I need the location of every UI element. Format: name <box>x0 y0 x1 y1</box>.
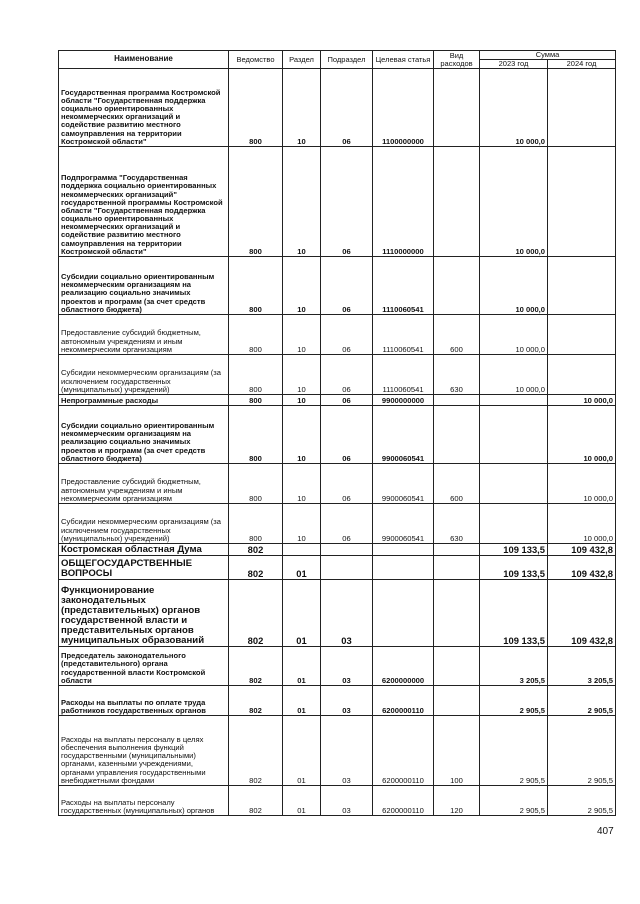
row-target <box>373 556 434 580</box>
row-target: 1110060541 <box>373 315 434 355</box>
row-target: 6200000000 <box>373 647 434 686</box>
row-section: 01 <box>283 786 321 816</box>
row-exptype <box>434 544 480 556</box>
row-target <box>373 580 434 647</box>
row-name: Функционирование законодательных (представительных) органов государственной власти и представительных органов муниципальных образований <box>59 580 229 647</box>
row-name: Расходы на выплаты по оплате труда работников государственных органов <box>59 686 229 716</box>
row-target: 9900060541 <box>373 504 434 544</box>
row-section: 01 <box>283 716 321 786</box>
row-target: 1110060541 <box>373 257 434 315</box>
table-row <box>59 686 616 716</box>
row-sum-2023: 10 000,0 <box>480 69 548 147</box>
row-section: 10 <box>283 395 321 406</box>
row-subsection: 03 <box>321 647 373 686</box>
row-name: Предоставление субсидий бюджетным, автономным учреждениям и иным некоммерческим организациям <box>59 464 229 504</box>
row-subsection: 06 <box>321 315 373 355</box>
row-subsection <box>321 544 373 556</box>
row-section <box>283 544 321 556</box>
row-target: 1110060541 <box>373 355 434 395</box>
row-sum-2023: 2 905,5 <box>480 786 548 816</box>
row-sum-2023: 2 905,5 <box>480 716 548 786</box>
row-sum-2024 <box>548 315 616 355</box>
header-target: Целевая статья <box>373 51 434 69</box>
row-sum-2024: 2 905,5 <box>548 686 616 716</box>
row-subsection: 06 <box>321 395 373 406</box>
header-year-2024: 2024 год <box>548 60 616 69</box>
row-section: 10 <box>283 406 321 464</box>
row-sum-2024: 10 000,0 <box>548 464 616 504</box>
row-name: Непрограммные расходы <box>59 395 229 406</box>
row-subsection: 06 <box>321 464 373 504</box>
row-target: 6200000110 <box>373 716 434 786</box>
table-row <box>59 504 616 544</box>
row-name: Субсидии некоммерческим организациям (за исключением государственных (муниципальных) учреждений) <box>59 504 229 544</box>
table-row <box>59 315 616 355</box>
row-section: 01 <box>283 556 321 580</box>
row-exptype <box>434 580 480 647</box>
row-subsection: 06 <box>321 406 373 464</box>
row-dept: 800 <box>229 504 283 544</box>
row-dept: 802 <box>229 716 283 786</box>
row-target <box>373 544 434 556</box>
row-exptype: 600 <box>434 315 480 355</box>
row-sum-2023: 3 205,5 <box>480 647 548 686</box>
table-row <box>59 355 616 395</box>
row-sum-2023: 10 000,0 <box>480 355 548 395</box>
row-sum-2024: 3 205,5 <box>548 647 616 686</box>
row-sum-2023: 10 000,0 <box>480 257 548 315</box>
row-dept: 800 <box>229 147 283 257</box>
row-sum-2023 <box>480 395 548 406</box>
row-sum-2024: 10 000,0 <box>548 504 616 544</box>
header-section: Раздел <box>283 51 321 69</box>
row-sum-2024: 10 000,0 <box>548 406 616 464</box>
table-row <box>59 556 616 580</box>
header-sum: Сумма <box>480 51 616 60</box>
page-number: 407 <box>597 826 614 837</box>
row-dept: 802 <box>229 580 283 647</box>
row-name: Субсидии некоммерческим организациям (за исключением государственных (муниципальных) учреждений) <box>59 355 229 395</box>
row-subsection: 03 <box>321 580 373 647</box>
row-subsection: 03 <box>321 686 373 716</box>
row-name: Председатель законодательного (представительного) органа государственной власти Костромской области <box>59 647 229 686</box>
row-sum-2023: 10 000,0 <box>480 147 548 257</box>
row-sum-2024: 2 905,5 <box>548 716 616 786</box>
row-sum-2024: 109 432,8 <box>548 580 616 647</box>
row-section: 10 <box>283 504 321 544</box>
row-target: 1110000000 <box>373 147 434 257</box>
row-dept: 800 <box>229 395 283 406</box>
table-header <box>59 51 616 69</box>
table-row <box>59 580 616 647</box>
row-exptype <box>434 686 480 716</box>
table-row <box>59 464 616 504</box>
row-sum-2023 <box>480 504 548 544</box>
row-section: 01 <box>283 686 321 716</box>
row-subsection: 03 <box>321 786 373 816</box>
table-row <box>59 786 616 816</box>
row-sum-2024 <box>548 257 616 315</box>
row-target: 6200000110 <box>373 786 434 816</box>
row-exptype: 120 <box>434 786 480 816</box>
row-dept: 802 <box>229 647 283 686</box>
row-sum-2023: 109 133,5 <box>480 580 548 647</box>
row-section: 01 <box>283 580 321 647</box>
row-exptype: 630 <box>434 355 480 395</box>
row-name: Расходы на выплаты персоналу в целях обеспечения выполнения функций государственными (муниципальными) органами, казенными учреждениями, органами управления государственными внебюджетными фондами <box>59 716 229 786</box>
row-sum-2024: 10 000,0 <box>548 395 616 406</box>
table-row <box>59 544 616 556</box>
budget-table <box>58 50 616 816</box>
row-section: 10 <box>283 315 321 355</box>
row-target: 9900000000 <box>373 395 434 406</box>
row-name: Расходы на выплаты персоналу государственных (муниципальных) органов <box>59 786 229 816</box>
header-exptype: Вид расходов <box>434 51 480 69</box>
row-sum-2023: 109 133,5 <box>480 556 548 580</box>
table-row <box>59 716 616 786</box>
row-name: Субсидии социально ориентированным некоммерческим организациям на реализацию социально значимых проектов и программ (за счет средств областного бюджета) <box>59 406 229 464</box>
row-exptype <box>434 556 480 580</box>
row-subsection: 06 <box>321 257 373 315</box>
row-name: Субсидии социально ориентированным некоммерческим организациям на реализацию социально значимых проектов и программ (за счет средств областного бюджета) <box>59 257 229 315</box>
row-dept: 800 <box>229 355 283 395</box>
row-exptype: 100 <box>434 716 480 786</box>
row-dept: 800 <box>229 257 283 315</box>
row-sum-2024 <box>548 355 616 395</box>
row-name: Предоставление субсидий бюджетным, автономным учреждениям и иным некоммерческим организациям <box>59 315 229 355</box>
row-sum-2024 <box>548 147 616 257</box>
row-subsection: 06 <box>321 504 373 544</box>
row-name: ОБЩЕГОСУДАРСТВЕННЫЕ ВОПРОСЫ <box>59 556 229 580</box>
table-row <box>59 69 616 147</box>
row-sum-2023 <box>480 464 548 504</box>
row-name: Костромская областная Дума <box>59 544 229 556</box>
row-subsection: 06 <box>321 355 373 395</box>
row-exptype <box>434 406 480 464</box>
row-sum-2023: 2 905,5 <box>480 686 548 716</box>
header-dept: Ведомство <box>229 51 283 69</box>
row-name: Государственная программа Костромской области "Государственная поддержка социально ориентированных некоммерческих организаций и содействие развитию местного самоуправления на территории Костромской области" <box>59 69 229 147</box>
row-exptype <box>434 147 480 257</box>
row-section: 10 <box>283 355 321 395</box>
row-sum-2024: 109 432,8 <box>548 556 616 580</box>
row-exptype: 600 <box>434 464 480 504</box>
row-subsection: 06 <box>321 147 373 257</box>
row-target: 1100000000 <box>373 69 434 147</box>
row-exptype <box>434 395 480 406</box>
row-dept: 802 <box>229 686 283 716</box>
row-dept: 800 <box>229 69 283 147</box>
header-name: Наименование <box>59 51 229 69</box>
table-row <box>59 647 616 686</box>
table-row <box>59 147 616 257</box>
row-section: 10 <box>283 464 321 504</box>
row-exptype <box>434 257 480 315</box>
row-sum-2023: 109 133,5 <box>480 544 548 556</box>
row-section: 01 <box>283 647 321 686</box>
row-section: 10 <box>283 69 321 147</box>
table-row <box>59 395 616 406</box>
row-sum-2023 <box>480 406 548 464</box>
row-subsection <box>321 556 373 580</box>
row-target: 9900060541 <box>373 464 434 504</box>
header-year-2023: 2023 год <box>480 60 548 69</box>
row-sum-2024: 109 432,8 <box>548 544 616 556</box>
row-target: 6200000110 <box>373 686 434 716</box>
row-subsection: 06 <box>321 69 373 147</box>
row-exptype <box>434 69 480 147</box>
table-row <box>59 406 616 464</box>
row-section: 10 <box>283 147 321 257</box>
row-exptype: 630 <box>434 504 480 544</box>
row-sum-2024: 2 905,5 <box>548 786 616 816</box>
row-dept: 800 <box>229 406 283 464</box>
row-dept: 802 <box>229 556 283 580</box>
header-subsection: Подраздел <box>321 51 373 69</box>
row-section: 10 <box>283 257 321 315</box>
row-dept: 802 <box>229 786 283 816</box>
row-target: 9900060541 <box>373 406 434 464</box>
row-subsection: 03 <box>321 716 373 786</box>
row-dept: 800 <box>229 464 283 504</box>
table-body <box>59 69 616 816</box>
row-sum-2023: 10 000,0 <box>480 315 548 355</box>
table-row <box>59 257 616 315</box>
row-name: Подпрограмма "Государственная поддержка социально ориентированных некоммерческих организаций" государственной программы Костромской области "Государственная поддержка социально ориентированных некоммерческих организаций и содействие развитию местного самоуправления на территории Костромской области" <box>59 147 229 257</box>
row-exptype <box>434 647 480 686</box>
row-dept: 800 <box>229 315 283 355</box>
row-sum-2024 <box>548 69 616 147</box>
row-dept: 802 <box>229 544 283 556</box>
